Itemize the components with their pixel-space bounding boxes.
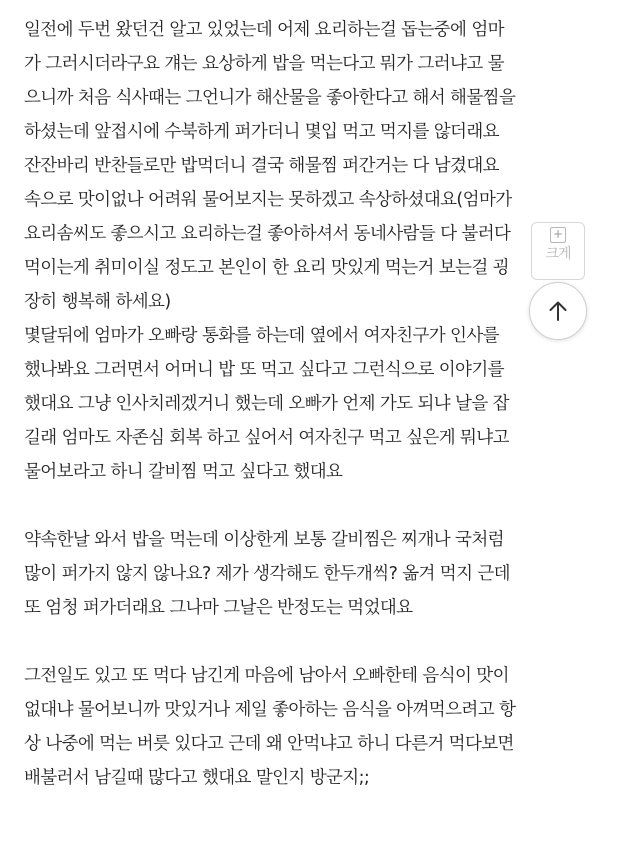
text-line: 또 엄청 퍼가더래요 그나마 그날은 반정도는 먹었대요 — [24, 598, 413, 618]
text-line: 물어보라고 하니 갈비찜 먹고 싶다고 했대요 — [24, 462, 343, 482]
text-line: 없대냐 물어보니까 맛있거나 제일 좋아하는 음식을 아껴먹으려고 항 — [24, 700, 516, 720]
text-line: 몇달뒤에 엄마가 오빠랑 통화를 하는데 옆에서 여자친구가 인사를 — [24, 326, 499, 346]
text-line: 요리솜씨도 좋으시고 요리하는걸 좋아하셔서 동네사람들 다 불러다 — [24, 224, 511, 244]
article-body — [24, 0, 620, 795]
paragraph-gap — [24, 489, 620, 523]
text-line: 그전일도 있고 또 먹다 남긴게 마음에 남아서 오빠한테 음식이 맛이 — [24, 666, 509, 686]
text-line: 상 나중에 먹는 버릇 있다고 근데 왜 안먹냐고 하니 다른거 먹다보면 — [24, 734, 514, 754]
text-line: 잔잔바리 반찬들로만 밥먹더니 결국 해물찜 퍼간거는 다 남겼대요 — [24, 156, 499, 176]
text-line: 길래 엄마도 자존심 회복 하고 싶어서 여자친구 먹고 싶은게 뭐냐고 — [24, 428, 509, 448]
text-line: 하셨는데 앞접시에 수북하게 퍼가더니 몇입 먹고 먹지를 않더래요 — [24, 122, 499, 142]
text-line: 가 그러시더라구요 걔는 요상하게 밥을 먹는다고 뭐가 그러냐고 물 — [24, 54, 504, 74]
text-line: 속으로 맛이없나 어려워 물어보지는 못하겠고 속상하셨대요(엄마가 — [24, 190, 512, 210]
arrow-up-icon — [547, 299, 569, 323]
zoom-button[interactable] — [531, 222, 585, 280]
paragraph-gap — [24, 625, 620, 659]
text-line: 약속한날 와서 밥을 먹는데 이상한게 보통 갈비찜은 찌개나 국처럼 — [24, 530, 504, 550]
text-line: 일전에 두번 왔던건 알고 있었는데 어제 요리하는걸 돕는중에 엄마 — [24, 20, 504, 40]
zoom-label: 크게 — [545, 246, 571, 262]
text-line: 장히 행복해 하세요) — [24, 292, 171, 312]
text-line: 으니까 처음 식사때는 그언니가 해산물을 좋아한다고 해서 해물찜을 — [24, 88, 516, 108]
floating-widget — [523, 222, 589, 352]
text-line: 많이 퍼가지 않지 않나요? 제가 생각해도 한두개씩? 옮겨 먹지 근데 — [24, 564, 510, 584]
text-line: 배불러서 남길때 많다고 했대요 말인지 방군지;; — [24, 768, 370, 788]
text-line: 먹이는게 취미이실 정도고 본인이 한 요리 맛있게 먹는거 보는걸 굉 — [24, 258, 509, 278]
text-line: 했나봐요 그러면서 어머니 밥 또 먹고 싶다고 그런식으로 이야기를 — [24, 360, 504, 380]
zoom-plus-icon: + — [550, 227, 566, 243]
scroll-top-button[interactable] — [529, 282, 587, 340]
text-line: 했대요 그냥 인사치레겠거니 했는데 오빠가 언제 가도 되냐 날을 잡 — [24, 394, 509, 414]
